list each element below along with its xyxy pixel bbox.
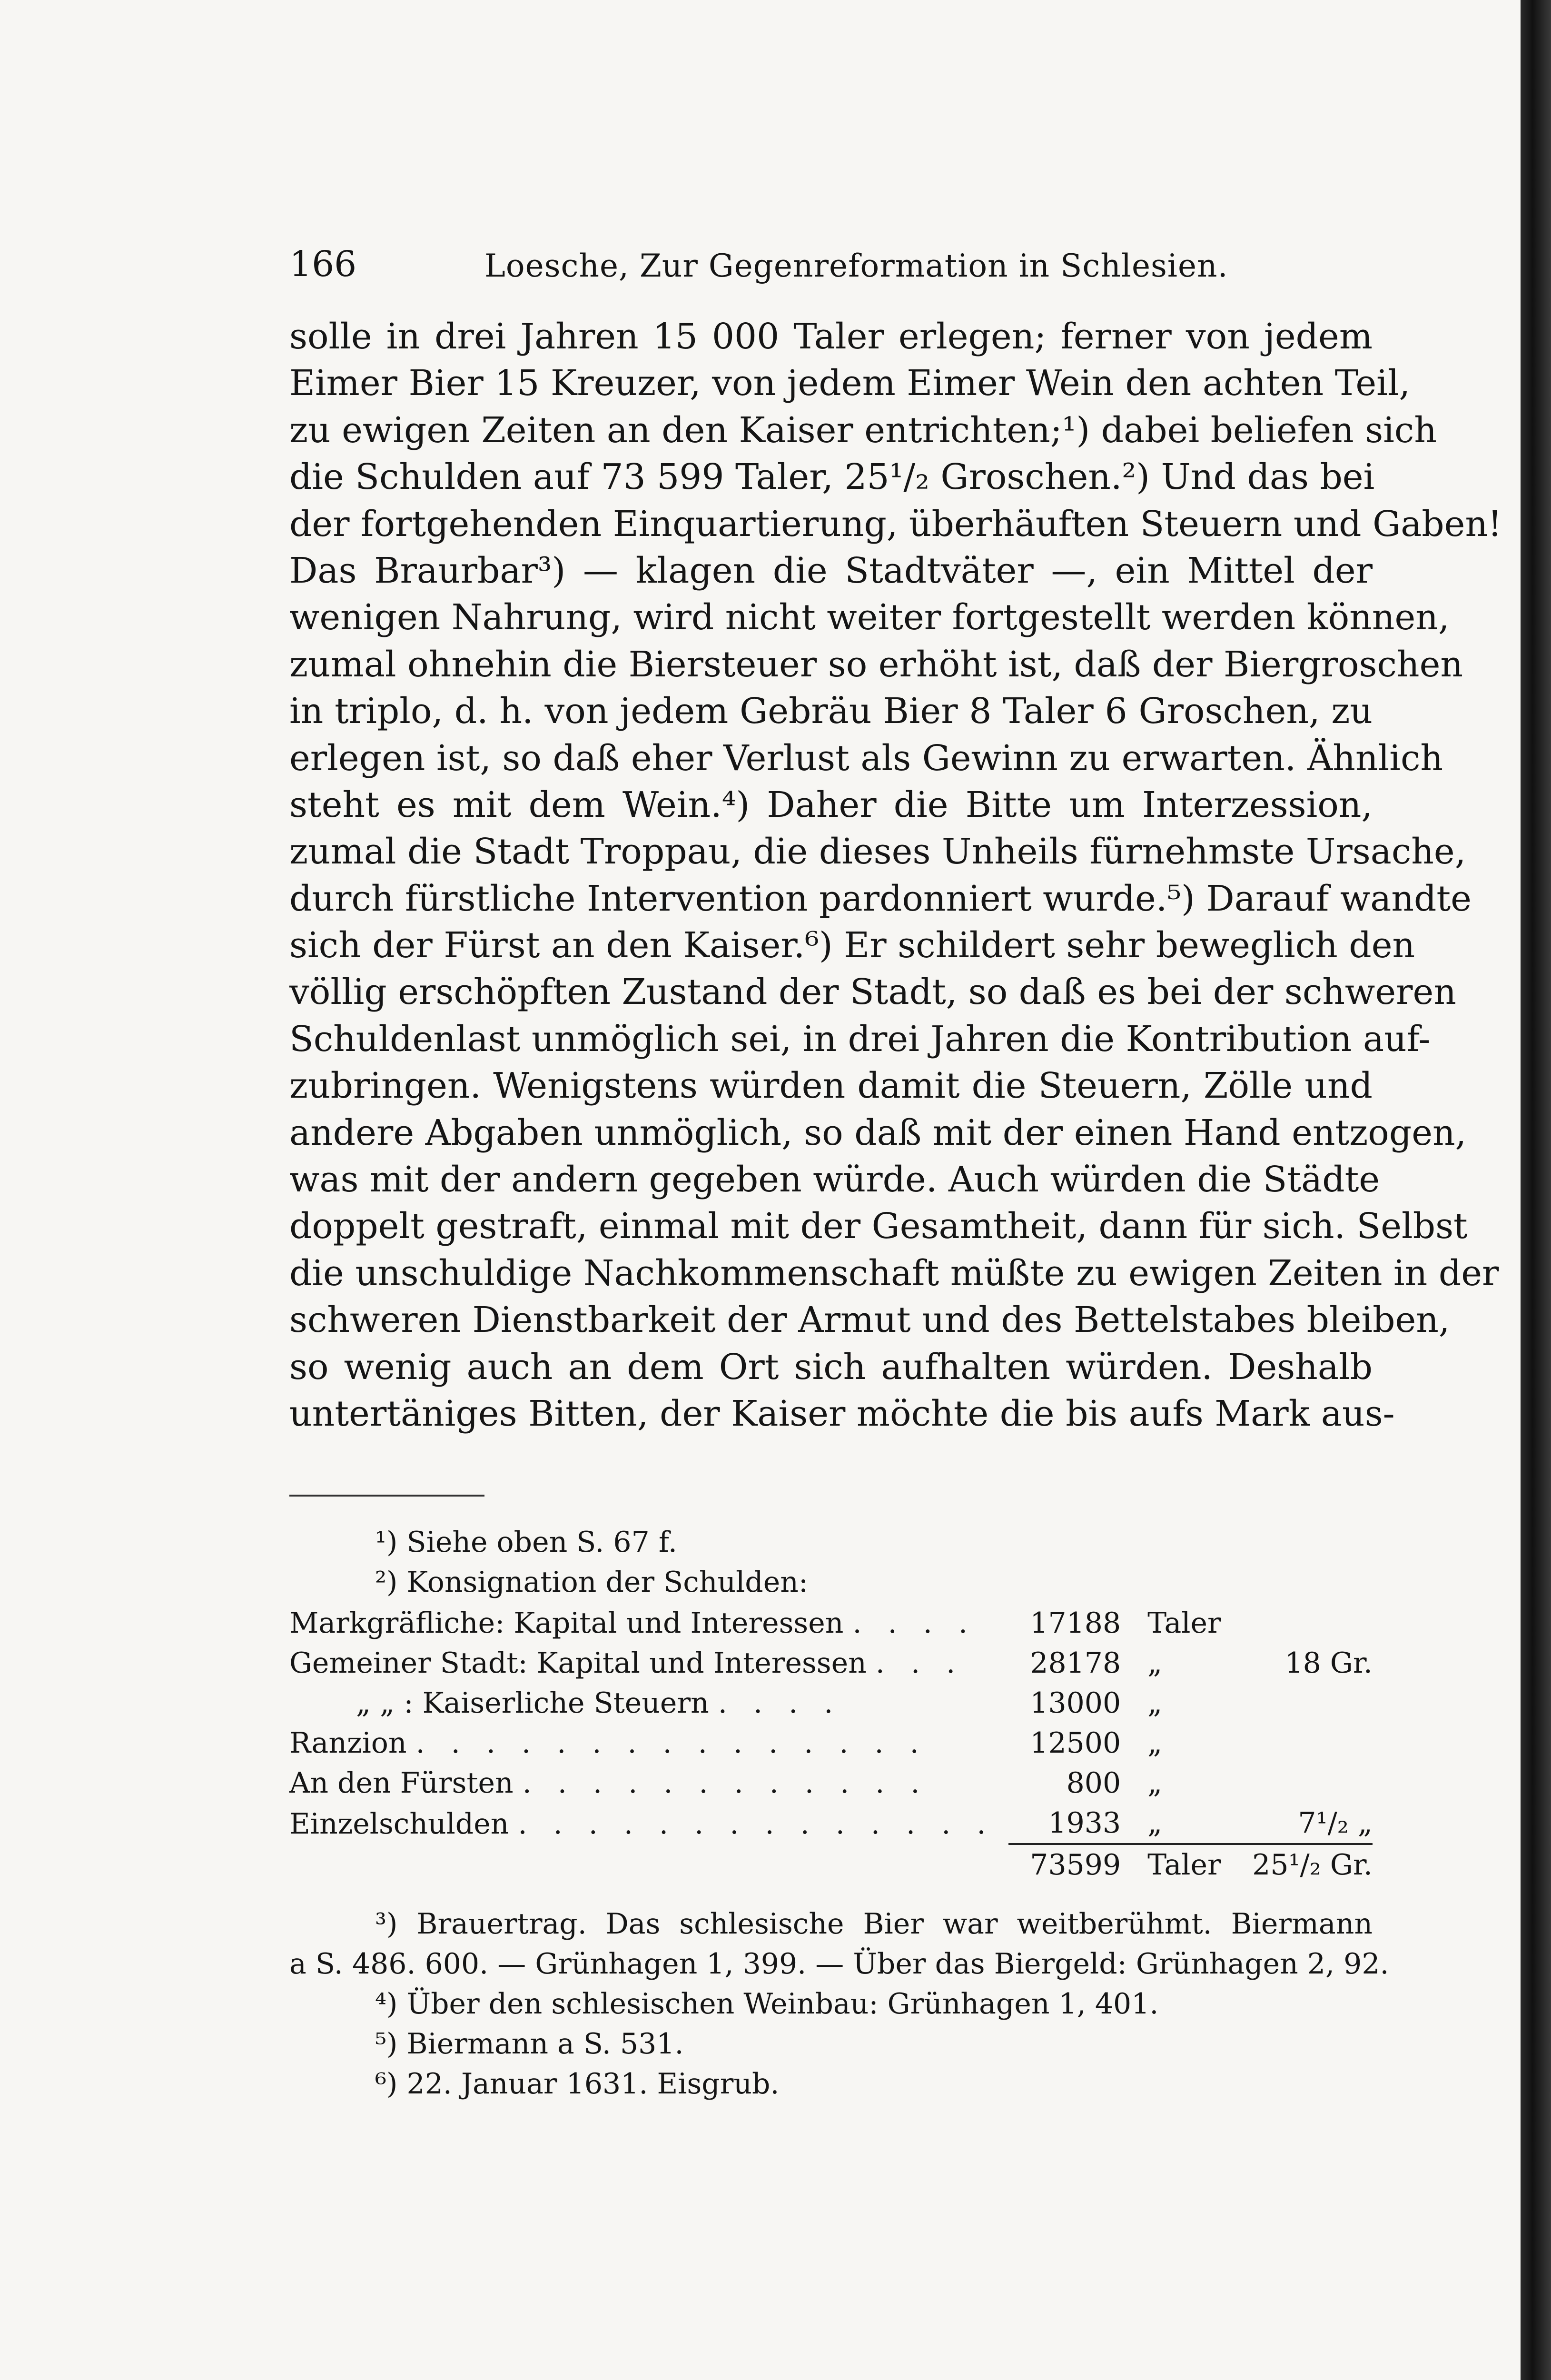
row-amount: 12500	[1030, 1726, 1121, 1760]
text-line: der fortgehenden Einquartierung, überhäuften Steuern und Gaben!	[289, 503, 1502, 545]
row-extra	[1252, 1683, 1373, 1723]
text-line: wenigen Nahrung, wird nicht weiter fortgestellt werden können,	[289, 597, 1450, 638]
row-label: Einzelschulden	[289, 1807, 509, 1841]
row-extra	[1252, 1763, 1373, 1803]
text-line: solle in drei Jahren 15 000 Taler erlegen; ferner von jedem	[289, 316, 1373, 357]
text-line: zubringen. Wenigstens würden damit die Steuern, Zölle und	[289, 1065, 1373, 1107]
footnote-1: ¹) Siehe oben S. 67 f.	[375, 1526, 677, 1559]
page-number: 166	[289, 244, 357, 285]
row-extra: 7¹/₂ „	[1298, 1806, 1373, 1840]
table-row	[289, 1723, 1373, 1763]
text-line: die unschuldige Nachkommenschaft müßte zu ewigen Zeiten in der	[289, 1252, 1499, 1294]
footnotes-top	[289, 1522, 1373, 1602]
text-line: in triplo, d. h. von jedem Gebräu Bier 8 Taler 6 Groschen, zu	[289, 691, 1373, 732]
page-header	[289, 243, 1373, 286]
total-unit: Taler	[1133, 1844, 1252, 1885]
row-amount: 800	[1066, 1766, 1121, 1800]
row-extra	[1252, 1603, 1373, 1643]
table-row	[289, 1763, 1373, 1803]
row-unit: „	[1147, 1686, 1163, 1720]
row-label: Ranzion	[289, 1726, 407, 1760]
text-line: was mit der andern gegeben würde. Auch würden die Städte	[289, 1159, 1380, 1200]
running-title: Loesche, Zur Gegenreformation in Schlesien.	[484, 248, 1228, 284]
row-unit: „	[1147, 1806, 1163, 1840]
text-line: schweren Dienstbarkeit der Armut und des Bettelstabes bleiben,	[289, 1299, 1450, 1341]
row-unit: „	[1147, 1766, 1163, 1800]
row-amount: 28178	[1030, 1646, 1121, 1680]
row-unit: „	[1147, 1726, 1163, 1760]
row-amount: 17188	[1030, 1606, 1121, 1640]
footnote-6: ⁶) 22. Januar 1631. Eisgrub.	[375, 2067, 780, 2101]
main-text	[289, 313, 1502, 1437]
table-row	[289, 1803, 1373, 1844]
text-line: steht es mit dem Wein.⁴) Daher die Bitte um Interzession,	[289, 784, 1373, 825]
page-edge-shadow	[1521, 0, 1551, 2380]
total-amount: 73599	[1008, 1844, 1133, 1885]
row-extra	[1252, 1723, 1373, 1763]
table-row	[289, 1643, 1373, 1683]
text-line: so wenig auch an dem Ort sich aufhalten würden. Deshalb	[289, 1346, 1373, 1388]
row-label: Markgräfliche: Kapital und Interessen	[289, 1606, 844, 1640]
footnote-4: ⁴) Über den schlesischen Weinbau: Grünhagen 1, 401.	[375, 1987, 1159, 2021]
text-line: durch fürstliche Intervention pardonniert wurde.⁵) Darauf wandte	[289, 878, 1472, 919]
text-line: zumal ohnehin die Biersteuer so erhöht ist, daß der Biergroschen	[289, 644, 1463, 685]
leader-dots: . . . .	[718, 1686, 842, 1720]
text-line: erlegen ist, so daß eher Verlust als Gewinn zu erwarten. Ähnlich	[289, 737, 1443, 779]
text-line: doppelt gestraft, einmal mit der Gesamtheit, dann für sich. Selbst	[289, 1206, 1468, 1247]
debts-table	[289, 1603, 1373, 1885]
row-amount: 13000	[1030, 1686, 1121, 1720]
leader-dots: . . . . . . . . . . . . . .	[518, 1807, 995, 1841]
text-line: zumal die Stadt Troppau, die dieses Unheils fürnehmste Ursache,	[289, 831, 1466, 873]
text-line: die Schulden auf 73 599 Taler, 25¹/₂ Groschen.²) Und das bei	[289, 456, 1375, 498]
row-extra: 18 Gr.	[1284, 1646, 1373, 1680]
footnote-2: ²) Konsignation der Schulden:	[375, 1566, 809, 1599]
row-unit: Taler	[1147, 1606, 1221, 1640]
table-total-row	[289, 1844, 1373, 1885]
row-label: Gemeiner Stadt: Kapital und Interessen	[289, 1646, 867, 1680]
leader-dots: . . . . . . . . . . . . . . .	[415, 1726, 928, 1760]
leader-dots: . . . . . . . . . . . .	[522, 1766, 929, 1800]
table-row	[289, 1603, 1373, 1643]
footnote-rule	[289, 1495, 484, 1497]
text-line: sich der Fürst an den Kaiser.⁶) Er schildert sehr beweglich den	[289, 925, 1415, 966]
table-row	[289, 1683, 1373, 1723]
footnote-3-line2: a S. 486. 600. — Grünhagen 1, 399. — Über das Biergeld: Grünhagen 2, 92.	[289, 1947, 1389, 1981]
row-label: An den Fürsten	[289, 1766, 514, 1800]
text-line: Schuldenlast unmöglich sei, in drei Jahren die Kontribution auf-	[289, 1018, 1431, 1060]
text-line: andere Abgaben unmöglich, so daß mit der einen Hand entzogen,	[289, 1112, 1467, 1153]
text-line: Das Braurbar³) — klagen die Stadtväter —, ein Mittel der	[289, 550, 1373, 591]
row-amount: 1933	[1048, 1806, 1121, 1840]
footnotes-bottom	[289, 1904, 1389, 2104]
text-line: zu ewigen Zeiten an den Kaiser entrichten;¹) dabei beliefen sich	[289, 409, 1437, 451]
row-label: „ „ : Kaiserliche Steuern	[356, 1686, 709, 1720]
text-line: Eimer Bier 15 Kreuzer, von jedem Eimer Wein den achten Teil,	[289, 363, 1411, 404]
text-line: völlig erschöpften Zustand der Stadt, so daß es bei der schweren	[289, 972, 1456, 1013]
footnote-3-line1: ³) Brauertrag. Das schlesische Bier war weitberühmt. Biermann	[375, 1907, 1373, 1941]
text-line: untertäniges Bitten, der Kaiser möchte die bis aufs Mark aus-	[289, 1393, 1395, 1434]
leader-dots: . . .	[875, 1646, 964, 1680]
total-extra: 25¹/₂ Gr.	[1252, 1844, 1373, 1885]
leader-dots: . . . .	[852, 1606, 976, 1640]
footnote-5: ⁵) Biermann a S. 531.	[375, 2027, 684, 2061]
row-unit: „	[1147, 1646, 1163, 1680]
